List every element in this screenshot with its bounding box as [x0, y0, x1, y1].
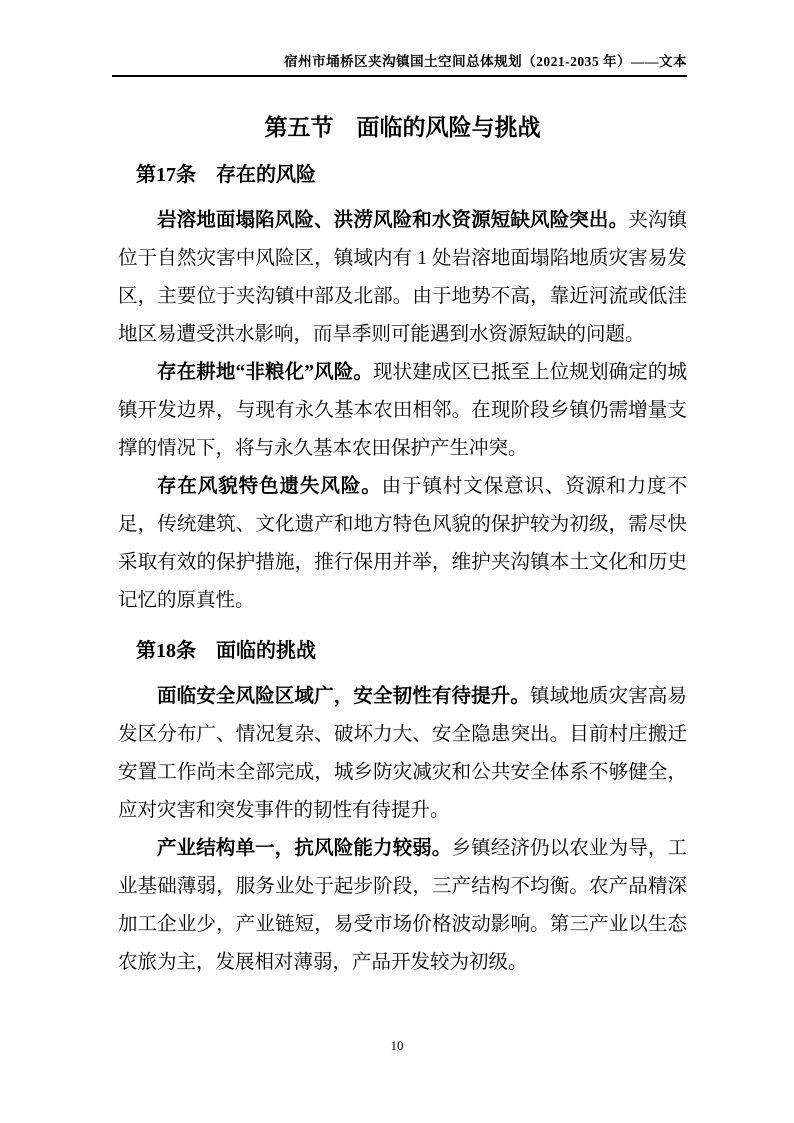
page-number: 10	[390, 1038, 404, 1053]
paragraph-body: 现状建成区已抵至上位规划确定的城镇开发边界，与现有永久基本农田相邻。在现阶段乡镇仍需增量支撑的情况下，将与永久基本农田保护产生冲突。	[118, 362, 687, 459]
paragraph-lead: 存在耕地“非粮化”风险。	[157, 362, 374, 383]
article-17-heading: 第17条 存在的风险	[136, 164, 316, 186]
running-header	[112, 50, 687, 77]
article-18-heading: 第18条 面临的挑战	[136, 640, 316, 662]
paragraph-body: 夹沟镇位于自然灾害中风险区，镇域内有 1 处岩溶地面塌陷地质灾害易发区，主要位于夹沟镇中部及北部。由于地势不高，靠近河流或低洼地区易遭受洪水影响，而旱季则可能遇到水资源短缺的问题。	[118, 210, 687, 345]
paragraph-lead: 岩溶地面塌陷风险、洪涝风险和水资源短缺风险突出。	[157, 210, 629, 231]
paragraph	[118, 678, 687, 830]
paragraph-lead: 面临安全风险区域广，安全韧性有待提升。	[157, 686, 531, 707]
running-header-text: 宿州市埇桥区夹沟镇国土空间总体规划（2021-2035 年）——文本	[284, 54, 687, 69]
paragraph	[118, 468, 687, 620]
paragraph-body: 由于镇村文保意识、资源和力度不足，传统建筑、文化遗产和地方特色风貌的保护较为初级，需尽快采取有效的保护措施，推行保用并举，维护夹沟镇本土文化和历史记忆的原真性。	[118, 476, 687, 611]
paragraph	[118, 202, 687, 354]
paragraph	[118, 830, 687, 982]
paragraph-body: 镇域地质灾害高易发区分布广、情况复杂、破坏力大、安全隐患突出。目前村庄搬迁安置工作尚未全部完成，城乡防灾减灾和公共安全体系不够健全，应对灾害和突发事件的韧性有待提升。	[118, 686, 687, 821]
paragraph-lead: 存在风貌特色遗失风险。	[157, 476, 382, 497]
paragraph-lead: 产业结构单一，抗风险能力较弱。	[157, 838, 452, 859]
page-footer	[0, 1038, 794, 1054]
page-content	[118, 95, 687, 982]
paragraph-body: 乡镇经济仍以农业为导，工业基础薄弱，服务业处于起步阶段，三产结构不均衡。农产品精深加工企业少，产业链短，易受市场价格波动影响。第三产业以生态农旅为主，发展相对薄弱，产品开发较为初级。	[118, 838, 687, 973]
paragraph	[118, 354, 687, 468]
section-title: 第五节 面临的风险与挑战	[264, 115, 541, 140]
